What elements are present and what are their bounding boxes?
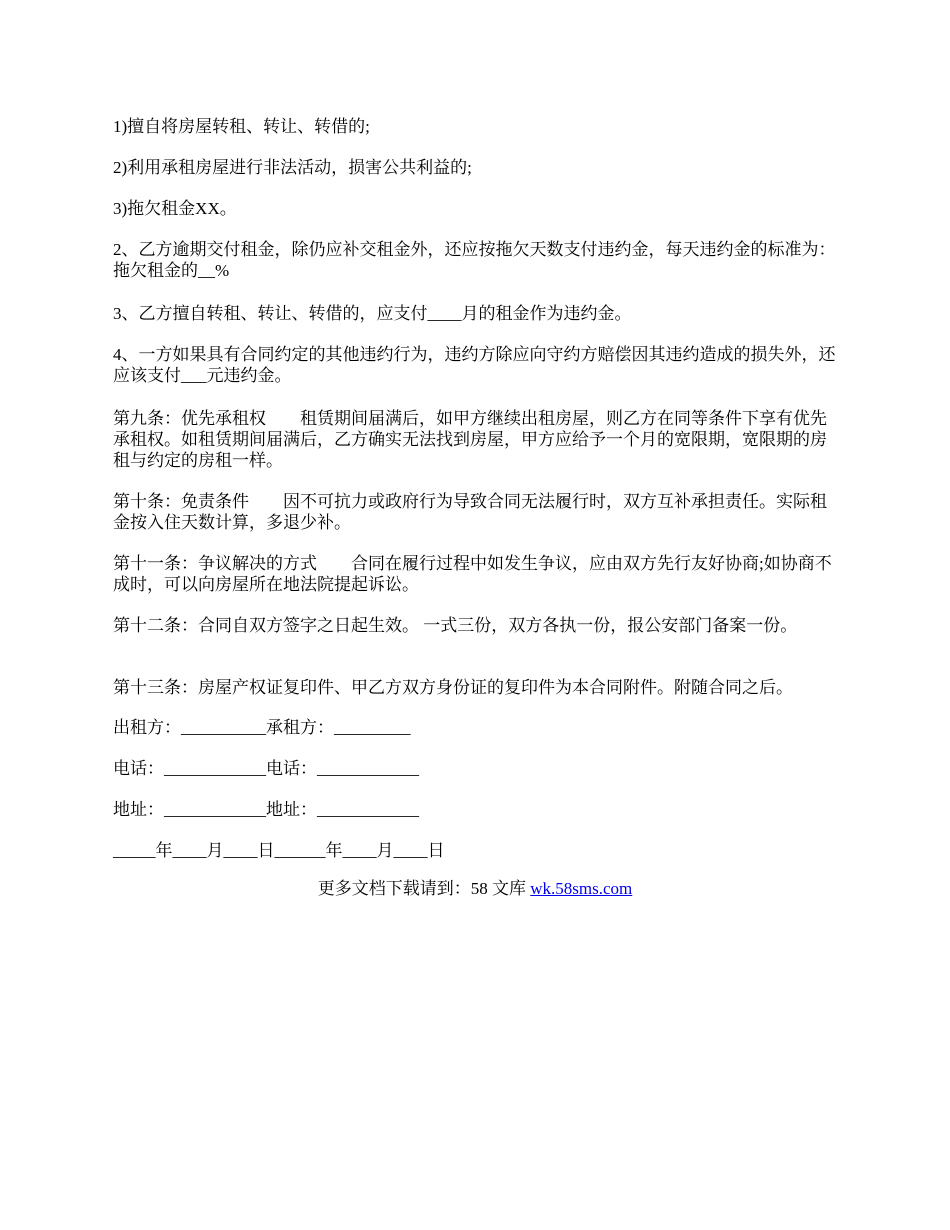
clause-sublet-penalty: 3、乙方擅自转租、转让、转借的，应支付____月的租金作为违约金。 bbox=[113, 304, 632, 323]
clause-other-breach: 4、一方如果具有合同约定的其他违约行为，违约方除应向守约方赔偿因其违约造成的损失外，还应该支付___元违约金。 bbox=[113, 345, 836, 385]
footer-text: 更多文档下载请到：58 文库 bbox=[317, 879, 531, 898]
signature-date-line: _____年____月____日______年____月____日 bbox=[113, 841, 445, 860]
article-11-dispute: 第十一条：争议解决的方式 合同在履行过程中如发生争议，应由双方先行友好协商;如协商不成时，可以向房屋所在地法院提起诉讼。 bbox=[113, 554, 832, 594]
clause-late-rent: 2、乙方逾期交付租金，除仍应补交租金外，还应按拖欠天数支付违约金，每天违约金的标准为：拖欠租金的__% bbox=[113, 240, 836, 280]
article-12-effective: 第十二条：合同自双方签字之日起生效。 一式三份，双方各执一份，报公安部门备案一份。 bbox=[113, 616, 798, 635]
footer-link[interactable]: wk.58sms.com bbox=[530, 879, 633, 898]
article-9-priority-lease: 第九条：优先承租权 租赁期间届满后，如甲方继续出租房屋，则乙方在同等条件下享有优先承租权。如租赁期间届满后，乙方确实无法找到房屋，甲方应给予一个月的宽限期，宽限期的房租与约定的房租一样。 bbox=[113, 409, 827, 470]
article-13-attachments: 第十三条：房屋产权证复印件、甲乙方双方身份证的复印件为本合同附件。附随合同之后。 bbox=[113, 678, 793, 697]
article-10-exemption: 第十条：免责条件 因不可抗力或政府行为导致合同无法履行时，双方互补承担责任。实际租金按入住天数计算，多退少补。 bbox=[113, 492, 827, 532]
clause-item-2: 2)利用承租房屋进行非法活动，损害公共利益的; bbox=[113, 158, 472, 177]
signature-address-line: 地址：____________地址：____________ bbox=[113, 800, 419, 819]
footer bbox=[0, 878, 950, 899]
clause-item-3: 3)拖欠租金XX。 bbox=[113, 199, 237, 218]
signature-parties-line: 出租方：__________承租方：_________ bbox=[113, 718, 411, 737]
signature-phone-line: 电话：____________电话：____________ bbox=[113, 759, 419, 778]
clause-item-1: 1)擅自将房屋转租、转让、转借的; bbox=[113, 117, 370, 136]
